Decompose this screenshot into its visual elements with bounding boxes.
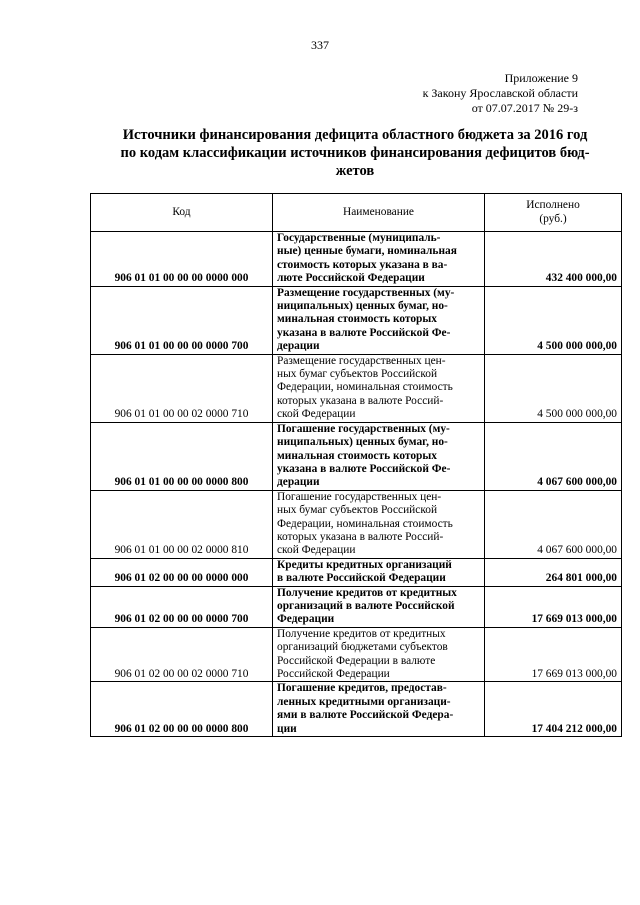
row-name-line: которых указана в валюте Россий- <box>277 530 444 543</box>
row-name-line: минальная стоимость которых <box>277 313 437 326</box>
row-name-line: люте Российской Федерации <box>277 272 425 285</box>
row-amount: 4 500 000 000,00 <box>485 286 622 354</box>
row-name <box>273 354 485 422</box>
row-name <box>273 286 485 354</box>
row-amount: 17 404 212 000,00 <box>485 682 622 737</box>
row-name-line: стоимость которых указана в ва- <box>277 258 448 271</box>
row-code: 906 01 02 00 00 00 0000 800 <box>91 682 273 737</box>
row-name-line: ных бумаг субъектов Российской <box>277 504 438 517</box>
row-name-line: в валюте Российской Федерации <box>277 572 446 585</box>
table-row <box>91 286 622 354</box>
row-amount: 4 067 600 000,00 <box>485 422 622 490</box>
table-row <box>91 682 622 737</box>
row-name-line: Погашение кредитов, предостав- <box>277 682 447 695</box>
table-row <box>91 490 622 558</box>
row-name-line: организаций бюджетами субъектов <box>277 641 448 654</box>
row-name-line: Российской Федерации <box>277 668 390 680</box>
row-name <box>273 682 485 737</box>
row-name-line: Погашение государственных цен- <box>277 490 442 503</box>
row-name <box>273 422 485 490</box>
table-row <box>91 232 622 287</box>
row-name-line: Размещение государственных цен- <box>277 354 446 367</box>
row-amount: 17 669 013 000,00 <box>485 586 622 627</box>
row-name-line: Российской Федерации в валюте <box>277 654 436 667</box>
row-name-line: Федерации, номинальная стоимость <box>277 517 453 530</box>
table-row <box>91 558 622 586</box>
table-header-row <box>91 194 622 232</box>
row-name-line: ных бумаг субъектов Российской <box>277 368 438 381</box>
row-name <box>273 558 485 586</box>
row-name <box>273 232 485 287</box>
row-amount: 4 500 000 000,00 <box>485 354 622 422</box>
row-name-line: указана в валюте Российской Фе- <box>277 462 451 475</box>
document-title <box>90 126 620 180</box>
financing-sources-table <box>90 193 622 737</box>
row-name-line: Федерации, номинальная стоимость <box>277 381 453 394</box>
header-name: Наименование <box>273 194 485 232</box>
row-name-line: ленных кредитными организаци- <box>277 695 451 708</box>
header-amount-line: Исполнено <box>526 199 580 212</box>
row-name-line: ями в валюте Российской Федера- <box>277 709 454 722</box>
header-amount <box>485 194 622 232</box>
row-code: 906 01 02 00 00 00 0000 700 <box>91 586 273 627</box>
row-code: 906 01 01 00 00 00 0000 800 <box>91 422 273 490</box>
title-line: Источники финансирования дефицита областного бюджета за 2016 год <box>122 127 588 143</box>
row-name-line: указана в валюте Российской Фе- <box>277 326 451 339</box>
row-name-line: Получение кредитов от кредитных <box>277 627 446 640</box>
row-amount: 432 400 000,00 <box>485 232 622 287</box>
table-row <box>91 586 622 627</box>
row-code: 906 01 01 00 00 02 0000 710 <box>91 354 273 422</box>
row-amount: 264 801 000,00 <box>485 558 622 586</box>
row-name-line: Размещение государственных (му- <box>277 286 455 299</box>
row-code: 906 01 01 00 00 00 0000 700 <box>91 286 273 354</box>
row-name-line: организаций в валюте Российской <box>277 599 455 612</box>
row-name-line: ные) ценные бумаги, номинальная <box>277 245 457 258</box>
row-name-line: ниципальных) ценных бумаг, но- <box>277 300 448 313</box>
appendix-line: к Закону Ярославской области <box>422 86 578 100</box>
row-name-line: дерации <box>277 340 320 353</box>
row-name-line: которых указана в валюте Россий- <box>277 394 444 407</box>
row-name-line: дерации <box>277 476 320 489</box>
appendix-reference <box>423 71 578 116</box>
row-name <box>273 586 485 627</box>
row-name-line: ской Федерации <box>277 544 356 557</box>
title-line: по кодам классификации источников финансирования дефицитов бюд- <box>120 145 590 161</box>
header-amount-unit: (руб.) <box>539 212 567 225</box>
table-row <box>91 422 622 490</box>
row-name-line: ниципальных) ценных бумаг, но- <box>277 436 448 449</box>
row-name <box>273 490 485 558</box>
row-amount: 4 067 600 000,00 <box>485 490 622 558</box>
row-name-line: Государственные (муниципаль- <box>277 232 441 244</box>
row-name-line: Федерации <box>277 613 335 626</box>
table-row <box>91 627 622 682</box>
row-code: 906 01 02 00 00 00 0000 000 <box>91 558 273 586</box>
appendix-line: Приложение 9 <box>504 71 578 85</box>
row-code: 906 01 01 00 00 00 0000 000 <box>91 232 273 287</box>
row-name-line: Получение кредитов от кредитных <box>277 586 457 599</box>
row-name-line: Кредиты кредитных организаций <box>277 558 452 571</box>
page-number: 337 <box>311 38 329 52</box>
header-code: Код <box>91 194 273 232</box>
row-code: 906 01 02 00 00 02 0000 710 <box>91 627 273 682</box>
row-name-line: ской Федерации <box>277 408 356 421</box>
title-line: жетов <box>335 163 375 179</box>
row-name-line: Погашение государственных (му- <box>277 422 450 435</box>
row-name-line: ции <box>277 722 297 735</box>
row-code: 906 01 01 00 00 02 0000 810 <box>91 490 273 558</box>
row-name-line: минальная стоимость которых <box>277 449 437 462</box>
row-name <box>273 627 485 682</box>
table-row <box>91 354 622 422</box>
appendix-line: от 07.07.2017 № 29-з <box>471 101 578 115</box>
row-amount: 17 669 013 000,00 <box>485 627 622 682</box>
